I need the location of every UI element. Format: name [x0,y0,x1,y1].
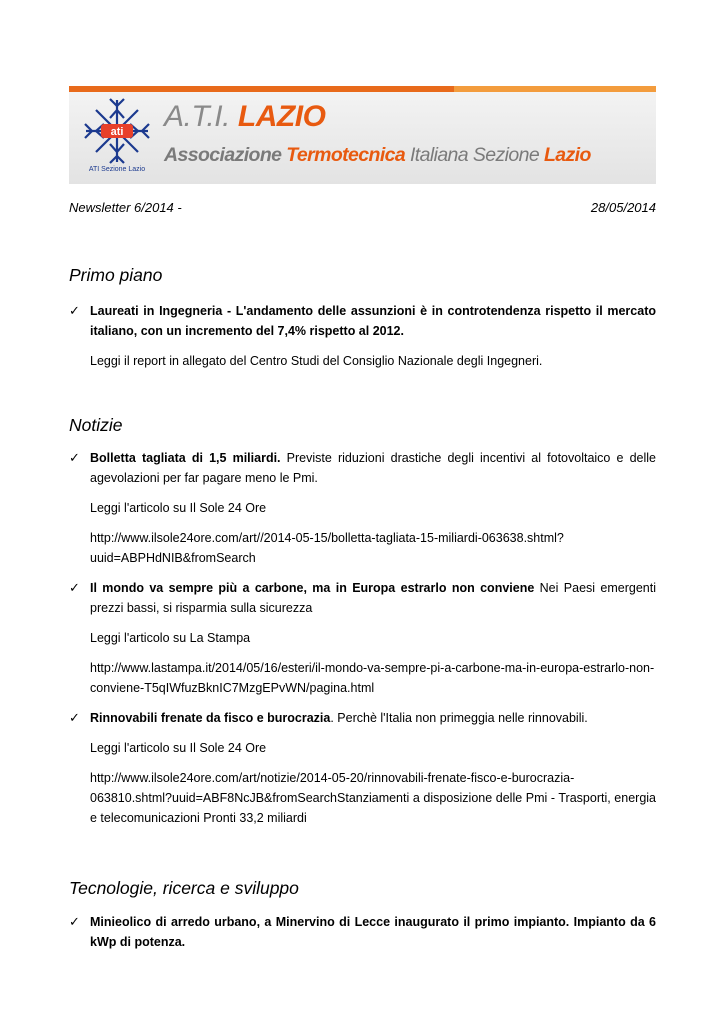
section-title-notizie: Notizie [69,415,123,435]
check-icon: ✓ [69,450,80,465]
section-title-tecnologie: Tecnologie, ricerca e sviluppo [69,878,299,898]
brand-title-lazio: LAZIO [237,100,326,133]
brand-subtitle-4: Lazio [543,144,591,166]
item-bold: Minieolico di arredo urbano, a Minervino di Lecce inaugurato il primo impianto. Impianto da 6 kWp di potenza. [90,915,656,949]
brand-subtitle-2: Termotecnica [286,144,406,166]
brand-subtitle [164,142,591,168]
header-banner [69,86,656,184]
issue-label: Newsletter 6/2014 - [69,200,182,215]
section-title-primo-piano: Primo piano [69,265,163,285]
check-icon: ✓ [69,710,80,725]
news-item [90,912,656,952]
ati-logo-icon [82,96,152,166]
item-note: Leggi il report in allegato del Centro Studi del Consiglio Nazionale degli Ingegneri. [90,354,543,368]
item-link[interactable]: http://www.ilsole24ore.com/art/notizie/2014-05-20/rinnovabili-frenate-fisco-e-burocrazia-063810.shtml?uuid=ABF8NcJB&fromSearchStanziamenti a disposizione delle Pmi - Trasporti, energia e telecomunicazioni Pronti 33,2 miliardi [90,771,656,825]
item-text: Previste riduzioni drastiche degli incentivi al fotovoltaico e delle agevolazioni per far pagare meno le Pmi. [90,451,656,485]
item-bold: Bolletta tagliata di 1,5 miliardi. [90,451,281,465]
banner-accent-bar [69,86,656,92]
item-source: Leggi l'articolo su Il Sole 24 Ore [90,741,267,755]
check-icon: ✓ [69,303,80,318]
item-bold: Rinnovabili frenate da fisco e burocrazia [90,711,331,725]
check-icon: ✓ [69,914,80,929]
item-text: . Perchè l'Italia non primeggia nelle rinnovabili. [330,711,588,725]
item-source: Leggi l'articolo su La Stampa [90,631,251,645]
brand-subtitle-3: Italiana Sezione [409,144,540,166]
item-text: Nei Paesi emergenti prezzi bassi, si risparmia sulla sicurezza [90,581,656,615]
item-bold: Il mondo va sempre più a carbone, ma in Europa estrarlo non conviene [90,581,535,595]
news-item [90,448,656,488]
news-item [90,708,656,728]
issue-date: 28/05/2014 [590,200,656,215]
item-bold: Laureati in Ingegneria - L'andamento delle assunzioni è in controtendenza rispetto il mercato italiano, con un incremento del 7,4% rispetto al 2012. [90,304,656,338]
brand-subtitle-1: Associazione [164,144,282,166]
brand-title [164,100,325,134]
brand-title-ati: A.T.I. [164,100,230,133]
item-source: Leggi l'articolo su Il Sole 24 Ore [90,501,267,515]
logo-caption: ATI Sezione Lazio [88,166,146,173]
ati-logo [82,96,152,178]
check-icon: ✓ [69,580,80,595]
item-link[interactable]: http://www.lastampa.it/2014/05/16/esteri/il-mondo-va-sempre-pi-a-carbone-ma-in-europa-estrarlo-non-conviene-T5qIWfuzBknIC7MzgEPvWN/pagina.html [90,661,655,695]
logo-text: ati [110,126,124,138]
news-item [90,301,656,341]
item-link[interactable]: http://www.ilsole24ore.com/art//2014-05-15/bolletta-tagliata-15-miliardi-063638.shtml?uuid=ABPHdNIB&fromSearch [90,531,564,565]
news-item [90,578,656,618]
